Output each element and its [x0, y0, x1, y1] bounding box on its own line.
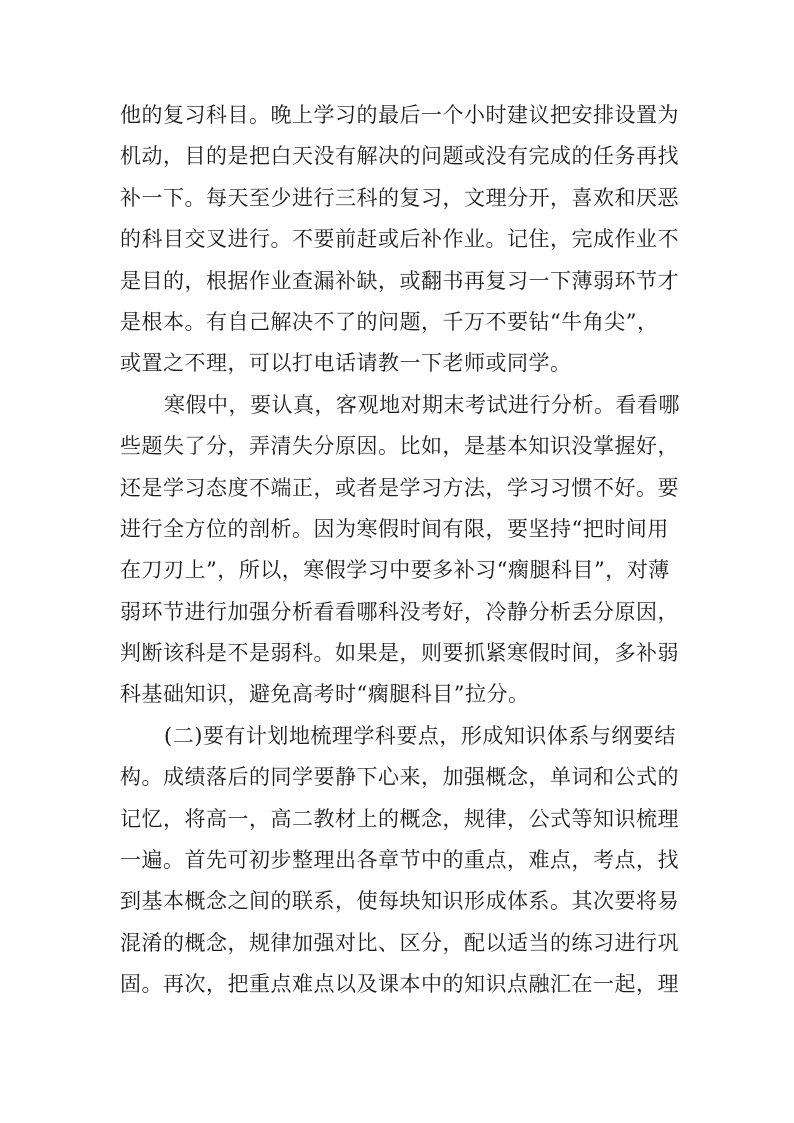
text-line: 他的复习科目。晚上学习的最后一个小时建议把安排设置为 — [120, 103, 679, 127]
text-line: 还是学习态度不端正，或者是学习方法，学习习惯不好。要 — [120, 475, 679, 500]
text-line: 的科目交叉进行。不要前赶或后补作业。记住，完成作业不 — [120, 227, 679, 252]
text-line-indented: (二)要有计划地梳理学科要点，形成知识体系与纲要结 — [164, 723, 676, 748]
text-line: 机动，目的是把白天没有解决的问题或没有完成的任务再找 — [120, 144, 679, 169]
text-line: 弱环节进行加强分析看看哪科没考好，冷静分析丢分原因， — [120, 599, 679, 624]
text-line: 判断该科是不是弱科。如果是，则要抓紧寒假时间，多补弱 — [120, 641, 679, 666]
text-line: 些题失了分，弄清失分原因。比如，是基本知识没掌握好， — [120, 434, 679, 459]
text-line: 科基础知识，避免高考时“瘸腿科目”拉分。 — [120, 682, 530, 707]
text-line: 混淆的概念，规律加强对比、区分，配以适当的练习进行巩 — [120, 930, 679, 955]
text-line: 到基本概念之间的联系，使每块知识形成体系。其次要将易 — [120, 889, 679, 914]
text-line: 构。成绩落后的同学要静下心来，加强概念，单词和公式的 — [120, 765, 679, 790]
text-line: 记忆，将高一，高二教材上的概念，规律，公式等知识梳理 — [120, 806, 679, 831]
paragraph-1 — [120, 95, 690, 385]
text-line: 是根本。有自己解决不了的问题，千万不要钻“牛角尖”， — [120, 309, 659, 334]
text-line: 或置之不理，可以打电话请教一下老师或同学。 — [120, 351, 572, 376]
text-line: 进行全方位的剖析。因为寒假时间有限，要坚持“把时间用 — [120, 516, 669, 541]
text-line: 固。再次，把重点难点以及课本中的知识点融汇在一起，理 — [120, 972, 679, 997]
document-body — [120, 95, 690, 1006]
text-line: 是目的，根据作业查漏补缺，或翻书再复习一下薄弱环节才 — [120, 268, 679, 293]
paragraph-3 — [120, 716, 690, 1006]
text-line: 一遍。首先可初步整理出各章节中的重点，难点，考点，找 — [120, 848, 679, 873]
text-line: 在刀刃上”，所以，寒假学习中要多补习“瘸腿科目”，对薄 — [120, 558, 670, 583]
text-line-indented: 寒假中，要认真，客观地对期末考试进行分析。看看哪 — [164, 392, 680, 417]
paragraph-2 — [120, 385, 690, 716]
text-line: 补一下。每天至少进行三科的复习，文理分开，喜欢和厌恶 — [120, 185, 679, 210]
